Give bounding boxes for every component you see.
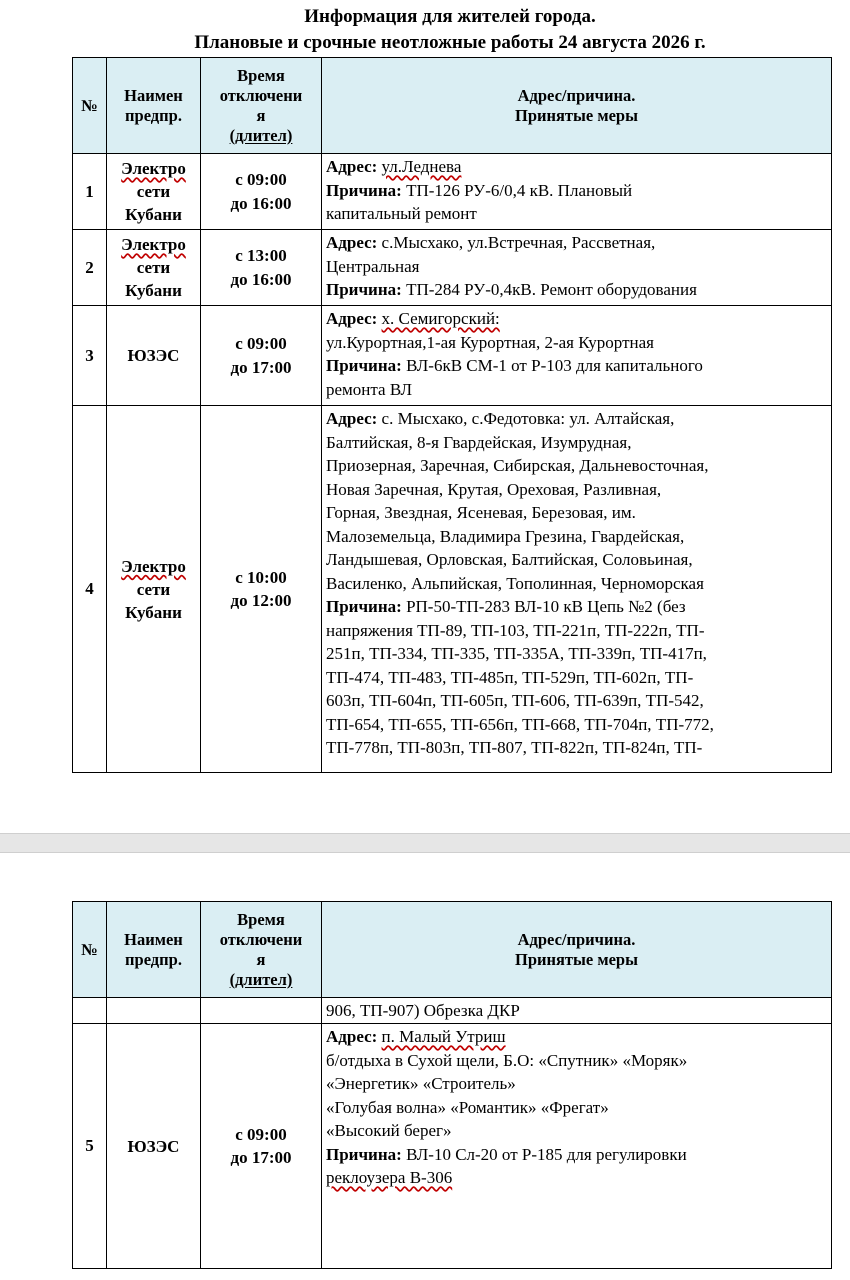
row-org: Электро сети Кубани: [107, 154, 201, 230]
table-header-row: [73, 902, 832, 998]
row-time: с 10:00 до 12:00: [201, 406, 322, 773]
outage-table: [72, 57, 832, 773]
page-separator: [0, 833, 850, 853]
document-page-2: [0, 880, 850, 1280]
continuation-text: 906, ТП-907) Обрезка ДКР: [322, 998, 832, 1024]
row-num: 5: [73, 1024, 107, 1269]
row-address: Адрес: п. Малый Утриш б/отдыха в Сухой щели, Б.О: «Спутник» «Моряк» «Энергетик» «Строитель» «Голубая волна» «Романтик» «Фрегат» «Высокий берег» Причина: ВЛ-10 Сл-20 от Р-185 для регулировки реклоузера В-306: [322, 1024, 832, 1269]
table-header-row: [73, 58, 832, 154]
outage-table-continued: [72, 901, 832, 1269]
header-time: Время отключени я (длител): [201, 902, 322, 998]
document-title: Информация для жителей города.: [304, 6, 596, 27]
row-num: 2: [73, 230, 107, 306]
table-row: [73, 306, 832, 406]
row-address: Адрес: с.Мысхако, ул.Встречная, Рассветная, Центральная Причина: ТП-284 РУ-0,4кВ. Ремонт оборудования: [322, 230, 832, 306]
header-time: Время отключени я (длител): [201, 58, 322, 154]
row-num: 1: [73, 154, 107, 230]
row-num: 3: [73, 306, 107, 406]
table-row: [73, 1024, 832, 1269]
row-org: Электро сети Кубани: [107, 230, 201, 306]
header-org: Наимен предпр.: [107, 58, 201, 154]
row-address: Адрес: ул.Леднева Причина: ТП-126 РУ-6/0,4 кВ. Плановый капитальный ремонт: [322, 154, 832, 230]
table-row: [73, 154, 832, 230]
header-num: №: [73, 902, 107, 998]
page-break: [0, 805, 850, 880]
row-address: Адрес: х. Семигорский: ул.Курортная,1-ая Курортная, 2-ая Курортная Причина: ВЛ-6кВ СМ-1 от Р-103 для капитального ремонта ВЛ: [322, 306, 832, 406]
header-address: Адрес/причина. Принятые меры: [322, 902, 832, 998]
row-address: Адрес: с. Мысхако, с.Федотовка: ул. Алтайская, Балтийская, 8-я Гвардейская, Изумрудная, Приозерная, Заречная, Сибирская, Дальневосточная, Новая Заречная, Крутая, Ореховая, Разливная, Горная, Звездная, Ясеневая, Березовая, им. Малоземельца, Владимира Грезина, Гвардейская, Ландышевая, Орловская, Балтийская, Соловьиная, Василенко, Альпийская, Тополинная, Черноморская Причина: РП-50-ТП-283 ВЛ-10 кВ Цепь №2 (без напряжения ТП-89, ТП-103, ТП-221п, ТП-222п, ТП- 251п, ТП-334, ТП-335, ТП-335А, ТП-339п, ТП-417п, ТП-474, ТП-483, ТП-485п, ТП-529п, ТП-602п, ТП- 603п, ТП-604п, ТП-605п, ТП-606, ТП-639п, ТП-542, ТП-654, ТП-655, ТП-656п, ТП-668, ТП-704п, ТП-772, ТП-778п, ТП-803п, ТП-807, ТП-822п, ТП-824п, ТП-: [322, 406, 832, 773]
header-num: №: [73, 58, 107, 154]
table-row: [73, 406, 832, 773]
row-num: 4: [73, 406, 107, 773]
row-time: с 09:00 до 16:00: [201, 154, 322, 230]
row-org: Электро сети Кубани: [107, 406, 201, 773]
table-row: [73, 230, 832, 306]
row-time: с 09:00 до 17:00: [201, 306, 322, 406]
row-org: ЮЗЭС: [107, 1024, 201, 1269]
row-time: с 09:00 до 17:00: [201, 1024, 322, 1269]
header-org: Наимен предпр.: [107, 902, 201, 998]
table-row-continuation: [73, 998, 832, 1024]
row-org: ЮЗЭС: [107, 306, 201, 406]
row-time: с 13:00 до 16:00: [201, 230, 322, 306]
document-subtitle: Плановые и срочные неотложные работы 24 августа 2026 г.: [194, 32, 706, 53]
header-address: Адрес/причина. Принятые меры: [322, 58, 832, 154]
